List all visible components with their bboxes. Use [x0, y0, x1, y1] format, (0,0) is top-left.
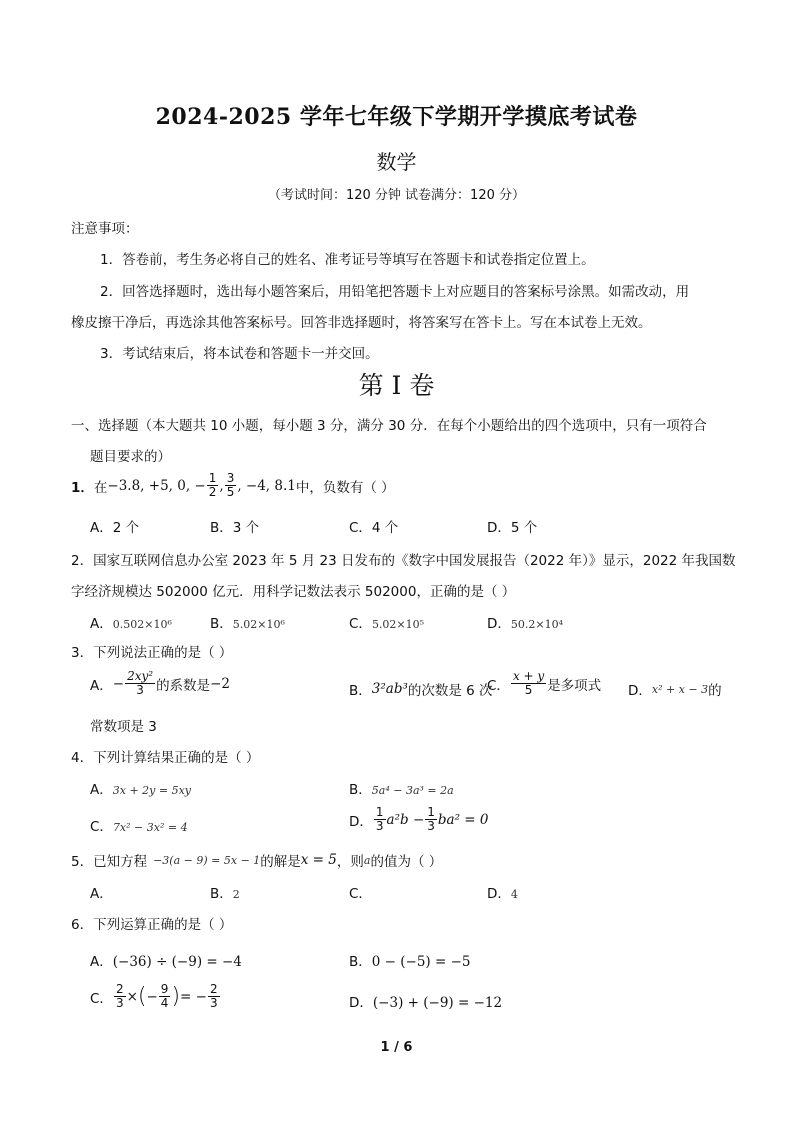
question-2-line1: 2．国家互联网信息办公室 2023 年 5 月 23 日发布的《数字中国发展报告（2022 年）》显示，2022 年我国数 [71, 553, 736, 569]
note-item-1: 1．答卷前，考生务必将自己的姓名、准考证号等填写在答题卡和试卷指定位置上。 [100, 252, 595, 268]
question-2-option-a [90, 612, 172, 632]
option-label: C． [349, 616, 372, 632]
option-c-fraction-3 [208, 983, 220, 1010]
fraction-denominator: 4 [160, 996, 169, 1011]
question-4-option-b [349, 778, 454, 798]
option-value: 5.02×10⁶ [232, 618, 285, 631]
fraction-denominator: 3 [209, 996, 218, 1011]
question-4-stem: 4．下列计算结果正确的是（ ） [71, 750, 260, 766]
question-1-number: 1． [71, 479, 94, 496]
option-label: B． [349, 782, 372, 798]
question-6-stem: 6．下列运算正确的是（ ） [71, 917, 233, 933]
question-4-option-d [349, 806, 489, 833]
note-item-2-line1: 2．回答选择题时，选出每小题答案后，用铅笔把答题卡上对应题目的答案标号涂黑。如需改动，用 [100, 284, 690, 300]
option-label: D． [487, 886, 511, 902]
question-4-option-c [90, 815, 188, 835]
section-instruction-line2: 题目要求的） [90, 449, 171, 465]
option-text: 是多项式 [547, 677, 602, 694]
question-3-option-b [349, 679, 493, 699]
option-value: 50.2×10⁴ [510, 618, 564, 631]
fraction-numerator: 2 [209, 982, 218, 996]
question-5-suffix: 的值为（ ） [370, 854, 443, 870]
note-item-3: 3．考试结束后，将本试卷和答题卡一并交回。 [100, 346, 379, 362]
question-5-mid: 的解是 [260, 854, 301, 870]
option-label: A． [90, 954, 113, 970]
option-text: 的 [708, 683, 722, 699]
option-a-fraction [125, 670, 155, 697]
fraction-numerator: x + y [512, 669, 545, 683]
question-3-stem: 3．下列说法正确的是（ ） [71, 645, 233, 661]
left-paren: ( [137, 984, 147, 1010]
option-expression: 3²ab³ [371, 681, 408, 697]
question-5-variable: a [363, 853, 371, 867]
question-6-option-d [349, 991, 502, 1011]
fraction-denominator: 3 [375, 819, 384, 834]
question-1-option-b: B．3 个 [210, 520, 260, 536]
question-5-option-a: A． [90, 886, 113, 902]
times-sign: × [126, 988, 138, 1005]
question-2-option-b [210, 612, 285, 632]
fraction-numerator: 2xy² [127, 669, 154, 683]
question-1-list-b: , −4, 8.1 [237, 477, 296, 494]
option-c-fraction-1 [114, 983, 126, 1010]
question-5-option-c: C． [349, 886, 372, 902]
exam-subject: 数学 [376, 150, 417, 174]
notes-heading: 注意事项： [71, 221, 139, 237]
exam-info: （考试时间：120 分钟 试卷满分：120 分） [267, 188, 526, 203]
fraction-numerator: 1 [427, 805, 435, 819]
option-value: 4 [510, 888, 518, 901]
option-expression: (−3) + (−9) = −12 [372, 995, 503, 1011]
option-expression: 5a⁴ − 3a³ = 2a [371, 784, 454, 797]
right-paren: ) [171, 984, 181, 1010]
exam-title: 2024-2025 学年七年级下学期开学摸底考试卷 [155, 104, 638, 130]
option-label: B． [210, 616, 233, 632]
option-label: B． [210, 886, 233, 902]
option-c-fraction-2 [159, 983, 171, 1010]
question-3-option-d-line2: 常数项是 3 [90, 719, 157, 735]
option-text: 的次数是 6 次 [407, 683, 493, 699]
question-2-option-d [487, 612, 563, 632]
section-title: 第 I 卷 [358, 371, 435, 400]
option-label: B． [349, 954, 372, 970]
question-5-option-b [210, 882, 240, 902]
question-1-stem: 1． 在 −3.8, +5, 0, − $\frac{1}{2}$ , $\frac{3}{5}$ , −4, 8.1 中，负数有（ ） [71, 471, 395, 500]
section-instruction-line1: 一、选择题（本大题共 10 小题，每小题 3 分，满分 30 分．在每个小题给出的四个选项中，只有一项符合 [71, 418, 707, 434]
question-1-option-d: D．5 个 [487, 520, 538, 536]
page-number: 1 / 6 [380, 1040, 413, 1055]
question-2-line2: 字经济规模达 502000 亿元．用科学记数法表示 502000，正确的是（ ） [71, 584, 516, 600]
question-2-option-c [349, 612, 424, 632]
question-5-prefix: 5．已知方程 [71, 854, 148, 870]
question-3-option-d [628, 679, 722, 699]
fraction-numerator: 1 [375, 805, 384, 819]
question-5-equation: −3(a − 9) = 5x − 1 [153, 853, 261, 867]
fraction-numerator: 2 [115, 982, 124, 996]
equals-minus: = − [180, 988, 207, 1005]
option-value: −2 [210, 675, 230, 692]
option-value: 5.02×10⁵ [371, 618, 425, 631]
question-5-mid2: ，则 [336, 854, 364, 870]
option-value: 0.502×10⁶ [112, 618, 172, 631]
fraction-denominator: 3 [136, 683, 144, 698]
question-6-option-a [90, 950, 242, 970]
option-label: C． [90, 990, 113, 1007]
option-expression: 7x² − 3x² = 4 [112, 821, 188, 834]
minus-sign: − [112, 675, 125, 692]
option-label: C． [487, 677, 510, 694]
option-text: 的系数是 [156, 677, 211, 694]
question-1-fraction-1 [207, 472, 219, 499]
fraction-denominator: 5 [226, 485, 235, 500]
option-label: B． [349, 683, 372, 699]
question-5-condition: x = 5 [300, 852, 337, 868]
fraction-numerator: 1 [208, 471, 217, 485]
option-label: D． [487, 616, 511, 632]
question-3-option-a [90, 670, 230, 697]
option-expression: 0 − (−5) = −5 [371, 954, 471, 970]
fraction-denominator: 2 [208, 485, 217, 500]
question-1-option-a: A．2 个 [90, 520, 140, 536]
question-5-option-d [487, 882, 518, 902]
fraction-denominator: 5 [524, 683, 533, 698]
question-1-suffix: 中，负数有（ ） [295, 479, 395, 496]
option-d-fraction-1 [374, 806, 386, 833]
option-expression: x² + x − 3 [651, 682, 709, 696]
question-4-option-a [90, 778, 191, 798]
option-d-fraction-2 [425, 806, 437, 833]
option-label: D． [349, 995, 373, 1011]
option-label: A． [90, 782, 113, 798]
option-value: 2 [232, 888, 240, 901]
question-6-option-b [349, 950, 470, 970]
question-5-stem [71, 850, 442, 870]
option-label: A． [90, 616, 113, 632]
option-expression: (−36) ÷ (−9) = −4 [112, 954, 242, 970]
option-label: A． [90, 677, 113, 694]
option-expression: a²b − [386, 811, 425, 828]
option-label: D． [628, 683, 652, 699]
option-label: C． [90, 819, 113, 835]
option-label: D． [349, 813, 373, 830]
fraction-denominator: 3 [115, 996, 124, 1011]
note-item-2-line2: 橡皮擦干净后，再选涂其他答案标号。回答非选择题时，将答案写在答卡上。写在本试卷上无效。 [71, 315, 652, 331]
question-3-option-c [487, 670, 601, 697]
question-1-fraction-2 [225, 472, 237, 499]
option-expression: 3x + 2y = 5xy [112, 784, 192, 797]
fraction-denominator: 3 [427, 819, 435, 834]
question-1-option-c: C．4 个 [349, 520, 399, 536]
question-6-option-c: C． $\frac{2}{3}$ × ( − $\frac{9}{4}$ ) = − $\frac{2}{3}$ [90, 982, 218, 1011]
option-expression: ba² = 0 [437, 811, 489, 828]
fraction-numerator: 3 [226, 471, 235, 485]
question-1-prefix: 在 [93, 479, 108, 496]
question-1-list-a: −3.8, +5, 0, − [107, 477, 206, 494]
option-c-fraction [511, 670, 546, 697]
fraction-numerator: 9 [160, 982, 169, 996]
